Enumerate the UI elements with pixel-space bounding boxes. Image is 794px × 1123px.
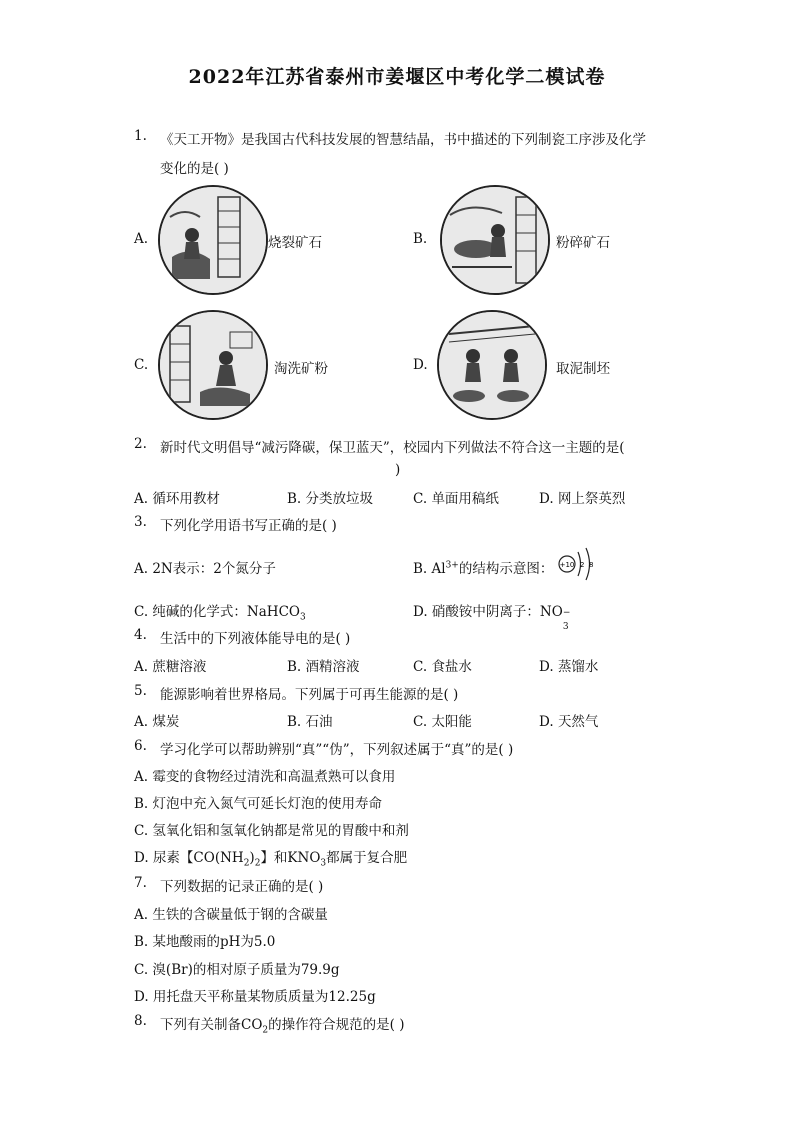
question-number: 3.: [134, 514, 147, 530]
nucleus-label: +10: [559, 561, 575, 569]
option-b[interactable]: B. 灯泡中充入氮气可延长灯泡的使用寿命: [134, 796, 383, 812]
option-c[interactable]: C. 纯碱的化学式：NaHCO$_3$: [134, 604, 306, 623]
question-number: 2.: [134, 436, 147, 452]
option-b[interactable]: B. 石油: [287, 714, 333, 730]
option-c[interactable]: C. 单面用稿纸: [413, 491, 499, 507]
option-a[interactable]: A. 蔗糖溶液: [134, 659, 207, 675]
option-b[interactable]: B. 酒精溶液: [287, 659, 360, 675]
option-letter[interactable]: C.: [134, 357, 149, 373]
illustration-washing-ore: [158, 310, 268, 420]
option-a[interactable]: A. 霉变的食物经过清洗和高温煮熟可以食用: [134, 769, 396, 785]
option-c[interactable]: C. 太阳能: [413, 714, 472, 730]
question-number: 1.: [134, 128, 147, 144]
option-d[interactable]: D. 尿素【$CO(NH_2)_2$】和$KNO_3$都属于复合肥: [134, 850, 408, 869]
option-b[interactable]: B. 分类放垃圾: [287, 491, 374, 507]
option-d[interactable]: D. 天然气: [539, 714, 599, 730]
option-letter[interactable]: B.: [413, 231, 428, 247]
question-text: 《天工开物》是我国古代科技发展的智慧结晶，书中描述的下列制瓷工序涉及化学: [160, 132, 646, 148]
electron-shell-1: 2: [580, 561, 585, 569]
option-a[interactable]: A. 生铁的含碳量低于钢的含碳量: [134, 907, 328, 923]
option-b[interactable]: B. 某地酸雨的pH为5.0: [134, 934, 276, 950]
option-c[interactable]: C. 氢氧化铝和氢氧化钠都是常见的胃酸中和剂: [134, 823, 409, 839]
option-a[interactable]: A. 煤炭: [134, 714, 180, 730]
question-number: 5.: [134, 683, 147, 699]
option-b[interactable]: B. $Al^{3+}$的结构示意图：: [413, 560, 554, 577]
question-number: 4.: [134, 627, 147, 643]
woodcut-image-icon: [160, 187, 266, 293]
question-number: 8.: [134, 1013, 147, 1029]
electron-shell-2: 8: [589, 561, 594, 569]
option-text: 烧裂矿石: [268, 235, 322, 251]
illustration-shaping-clay: [437, 310, 547, 420]
option-d[interactable]: D. 硝酸铵中阴离子：NO − 3: [413, 604, 571, 632]
question-text: 能源影响着世界格局。下列属于可再生能源的是( ): [160, 687, 459, 703]
option-letter[interactable]: D.: [413, 357, 428, 373]
option-a[interactable]: A. 循环用教材: [134, 491, 220, 507]
illustration-crushing-ore: [440, 185, 550, 295]
option-d[interactable]: D. 网上祭英烈: [539, 491, 626, 507]
question-text-line2: 变化的是( ): [160, 161, 229, 177]
option-d[interactable]: D. 蒸馏水: [539, 659, 599, 675]
page-title: 2022年江苏省泰州市姜堰区中考化学二模试卷: [188, 66, 606, 88]
question-text: 新时代文明倡导“减污降碳，保卫蓝天”，校园内下列做法不符合这一主题的是(: [160, 440, 625, 456]
woodcut-image-icon: [160, 312, 266, 418]
woodcut-image-icon: [442, 187, 548, 293]
option-text: 粉碎矿石: [556, 235, 610, 251]
option-text: 淘洗矿粉: [274, 361, 328, 377]
option-d[interactable]: D. 用托盘天平称量某物质质量为12.25g: [134, 989, 376, 1005]
option-text: 取泥制坯: [556, 361, 610, 377]
option-c[interactable]: C. 食盐水: [413, 659, 472, 675]
question-text: 下列化学用语书写正确的是( ): [160, 518, 337, 534]
question-text: 下列数据的记录正确的是( ): [160, 879, 324, 895]
illustration-roasting-ore: [158, 185, 268, 295]
question-text: 生活中的下列液体能导电的是( ): [160, 631, 351, 647]
option-a[interactable]: A. 2N表示：2个氮分子: [134, 561, 276, 577]
option-c[interactable]: C. 溴(Br)的相对原子质量为79.9g: [134, 962, 340, 978]
question-text-line2: ): [395, 462, 401, 478]
question-text: 学习化学可以帮助辨别“真”“伪”，下列叙述属于“真”的是( ): [160, 742, 514, 758]
option-letter[interactable]: A.: [134, 231, 149, 247]
question-number: 6.: [134, 738, 147, 754]
question-number: 7.: [134, 875, 147, 891]
woodcut-image-icon: [439, 312, 545, 418]
question-text: 下列有关制备$CO_2$的操作符合规范的是( ): [160, 1017, 405, 1036]
atomic-structure-diagram-icon: [556, 544, 600, 584]
